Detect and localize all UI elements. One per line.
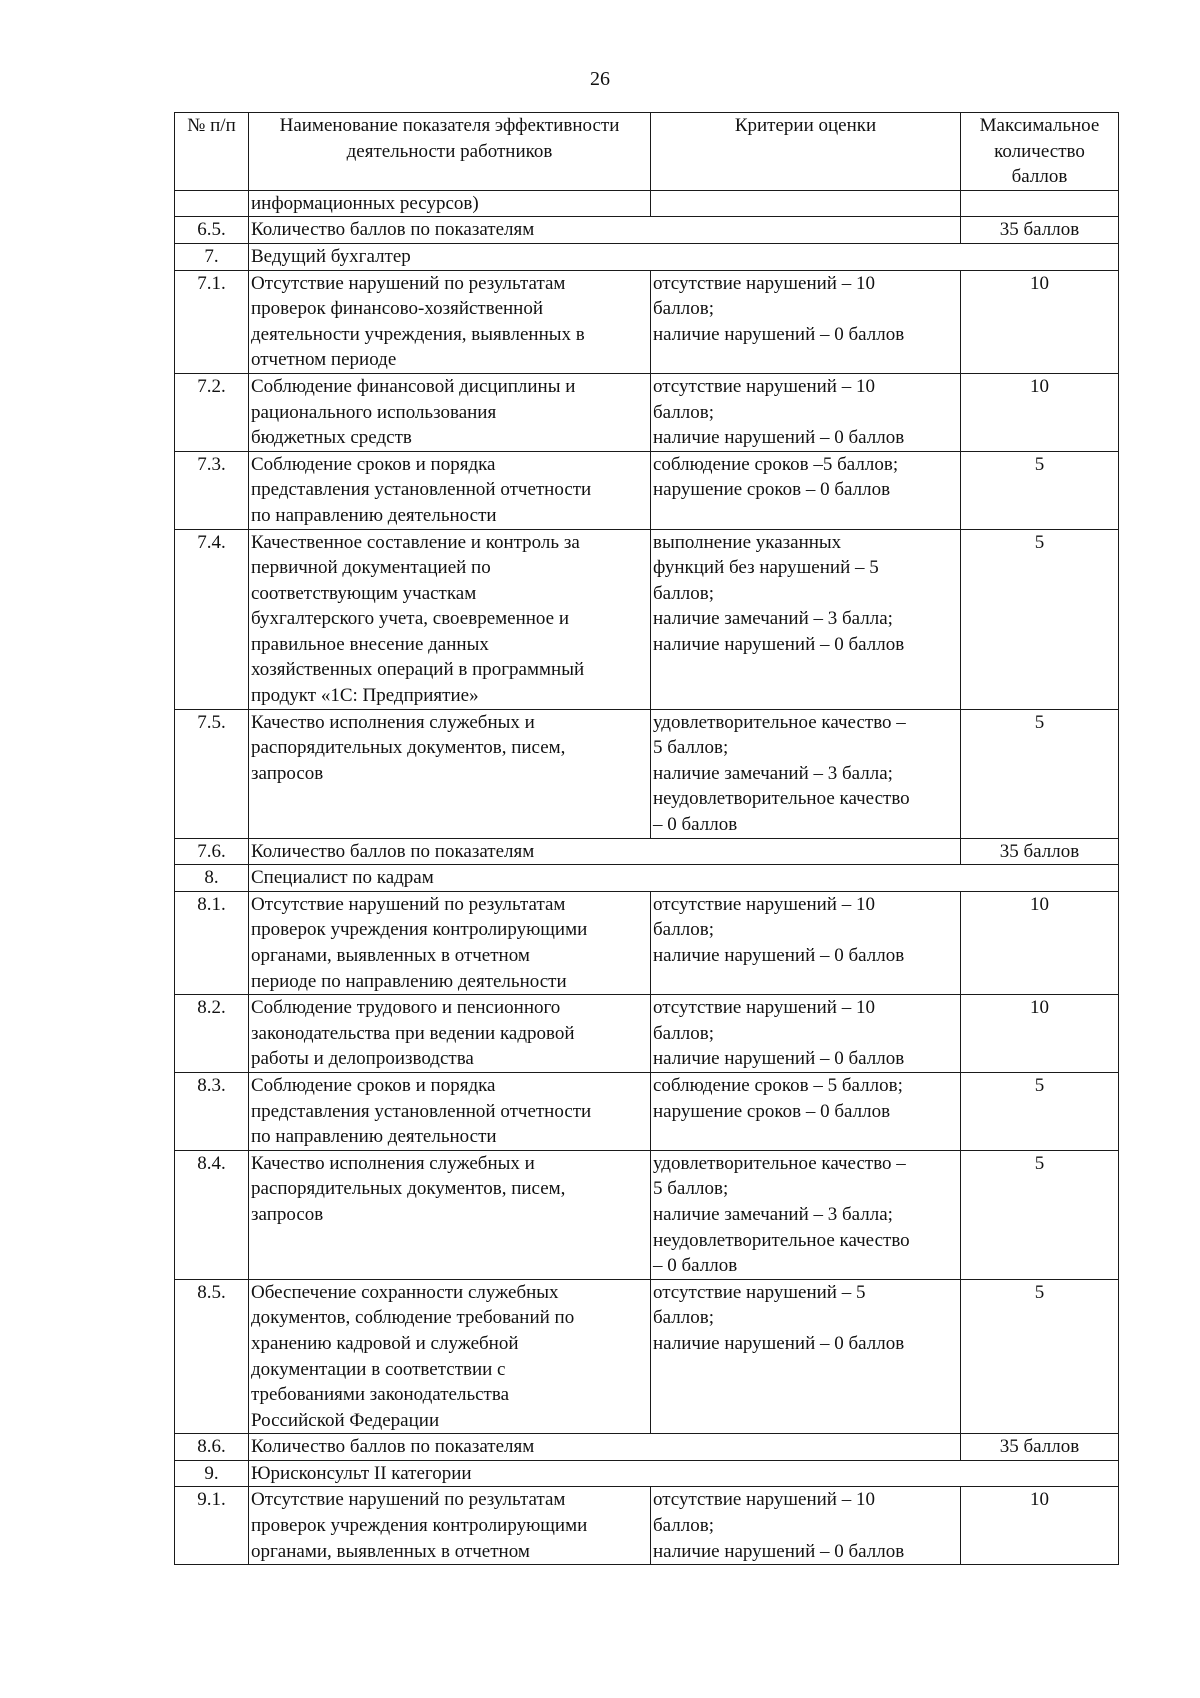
table-body [175, 190, 1119, 1564]
row-number: 7.1. [175, 270, 249, 373]
summary-label: Количество баллов по показателям [249, 838, 961, 865]
indicator-name: Качественное составление и контроль за первичной документацией по соответствующим участкам бухгалтерского учета, своевременное и правильное внесение данных хозяйственных операций в программный продукт «1С: Предприятие» [249, 529, 651, 709]
max-points: 5 [961, 529, 1119, 709]
indicator-name: Качество исполнения служебных и распорядительных документов, писем, запросов [249, 1150, 651, 1279]
row-number: 7. [175, 243, 249, 270]
row-number: 8.5. [175, 1279, 249, 1434]
indicator-name: Соблюдение сроков и порядка представления установленной отчетности по направлению деятельности [249, 451, 651, 529]
indicator-name: Соблюдение финансовой дисциплины и рационального использования бюджетных средств [249, 373, 651, 451]
indicator-name: Отсутствие нарушений по результатам проверок финансово-хозяйственной деятельности учреждения, выявленных в отчетном периоде [249, 270, 651, 373]
indicator-name: Отсутствие нарушений по результатам проверок учреждения контролирующими органами, выявленных в отчетном [249, 1487, 651, 1565]
evaluation-criteria: соблюдение сроков – 5 баллов; нарушение сроков – 0 баллов [651, 1072, 961, 1150]
evaluation-criteria: удовлетворительное качество – 5 баллов; наличие замечаний – 3 балла; неудовлетворительное качество – 0 баллов [651, 1150, 961, 1279]
max-points [961, 190, 1119, 217]
table-row [175, 1487, 1119, 1565]
summary-total-points: 35 баллов [961, 217, 1119, 244]
row-number: 9. [175, 1460, 249, 1487]
row-number: 8. [175, 865, 249, 892]
max-points: 5 [961, 1279, 1119, 1434]
evaluation-criteria: отсутствие нарушений – 10 баллов; наличие нарушений – 0 баллов [651, 1487, 961, 1565]
row-number: 7.3. [175, 451, 249, 529]
indicator-name: Обеспечение сохранности служебных документов, соблюдение требований по хранению кадровой и служебной документации в соответствии с требованиями законодательства Российской Федерации [249, 1279, 651, 1434]
indicator-name: Соблюдение трудового и пенсионного законодательства при ведении кадровой работы и делопроизводства [249, 995, 651, 1073]
indicator-name: Качество исполнения служебных и распорядительных документов, писем, запросов [249, 709, 651, 838]
max-points: 5 [961, 451, 1119, 529]
section-title: Юрисконсульт II категории [249, 1460, 1119, 1487]
summary-total-points: 35 баллов [961, 838, 1119, 865]
table-row [175, 995, 1119, 1073]
row-number [175, 190, 249, 217]
table-row [175, 190, 1119, 217]
header-criteria: Критерии оценки [651, 113, 961, 191]
table-row [175, 1279, 1119, 1434]
header-item-number: № п/п [175, 113, 249, 191]
row-number: 8.4. [175, 1150, 249, 1279]
header-indicator-name: Наименование показателя эффективности деятельности работников [249, 113, 651, 191]
table-row [175, 270, 1119, 373]
table-row [175, 1072, 1119, 1150]
evaluation-criteria: выполнение указанных функций без нарушений – 5 баллов; наличие замечаний – 3 балла; наличие нарушений – 0 баллов [651, 529, 961, 709]
row-number: 6.5. [175, 217, 249, 244]
evaluation-criteria: соблюдение сроков –5 баллов; нарушение сроков – 0 баллов [651, 451, 961, 529]
section-row [175, 243, 1119, 270]
table-row [175, 891, 1119, 994]
evaluation-criteria: отсутствие нарушений – 10 баллов; наличие нарушений – 0 баллов [651, 270, 961, 373]
row-number: 7.2. [175, 373, 249, 451]
header-row [175, 113, 1119, 191]
summary-total-points: 35 баллов [961, 1434, 1119, 1461]
max-points: 10 [961, 891, 1119, 994]
table-row [175, 451, 1119, 529]
table-header [175, 113, 1119, 191]
evaluation-criteria: удовлетворительное качество – 5 баллов; наличие замечаний – 3 балла; неудовлетворительное качество – 0 баллов [651, 709, 961, 838]
page-number: 26 [590, 68, 610, 90]
row-number: 8.1. [175, 891, 249, 994]
row-number: 8.3. [175, 1072, 249, 1150]
max-points: 5 [961, 709, 1119, 838]
indicator-name: информационных ресурсов) [249, 190, 651, 217]
summary-label: Количество баллов по показателям [249, 217, 961, 244]
max-points: 10 [961, 270, 1119, 373]
table-row [175, 709, 1119, 838]
summary-row [175, 217, 1119, 244]
row-number: 7.5. [175, 709, 249, 838]
indicator-name: Соблюдение сроков и порядка представления установленной отчетности по направлению деятельности [249, 1072, 651, 1150]
row-number: 8.2. [175, 995, 249, 1073]
header-max-points: Максимальное количество баллов [961, 113, 1119, 191]
evaluation-criteria: отсутствие нарушений – 10 баллов; наличие нарушений – 0 баллов [651, 891, 961, 994]
summary-row [175, 1434, 1119, 1461]
evaluation-criteria: отсутствие нарушений – 10 баллов; наличие нарушений – 0 баллов [651, 373, 961, 451]
row-number: 7.6. [175, 838, 249, 865]
table-row [175, 1150, 1119, 1279]
max-points: 10 [961, 1487, 1119, 1565]
row-number: 9.1. [175, 1487, 249, 1565]
summary-label: Количество баллов по показателям [249, 1434, 961, 1461]
section-title: Ведущий бухгалтер [249, 243, 1119, 270]
evaluation-criteria [651, 190, 961, 217]
max-points: 10 [961, 995, 1119, 1073]
section-title: Специалист по кадрам [249, 865, 1119, 892]
row-number: 7.4. [175, 529, 249, 709]
evaluation-criteria: отсутствие нарушений – 10 баллов; наличие нарушений – 0 баллов [651, 995, 961, 1073]
table-row [175, 529, 1119, 709]
table-row [175, 373, 1119, 451]
evaluation-criteria: отсутствие нарушений – 5 баллов; наличие нарушений – 0 баллов [651, 1279, 961, 1434]
indicator-name: Отсутствие нарушений по результатам проверок учреждения контролирующими органами, выявленных в отчетном периоде по направлению деятельности [249, 891, 651, 994]
section-row [175, 1460, 1119, 1487]
summary-row [175, 838, 1119, 865]
max-points: 10 [961, 373, 1119, 451]
row-number: 8.6. [175, 1434, 249, 1461]
max-points: 5 [961, 1072, 1119, 1150]
max-points: 5 [961, 1150, 1119, 1279]
performance-criteria-table [174, 112, 1119, 1565]
section-row [175, 865, 1119, 892]
